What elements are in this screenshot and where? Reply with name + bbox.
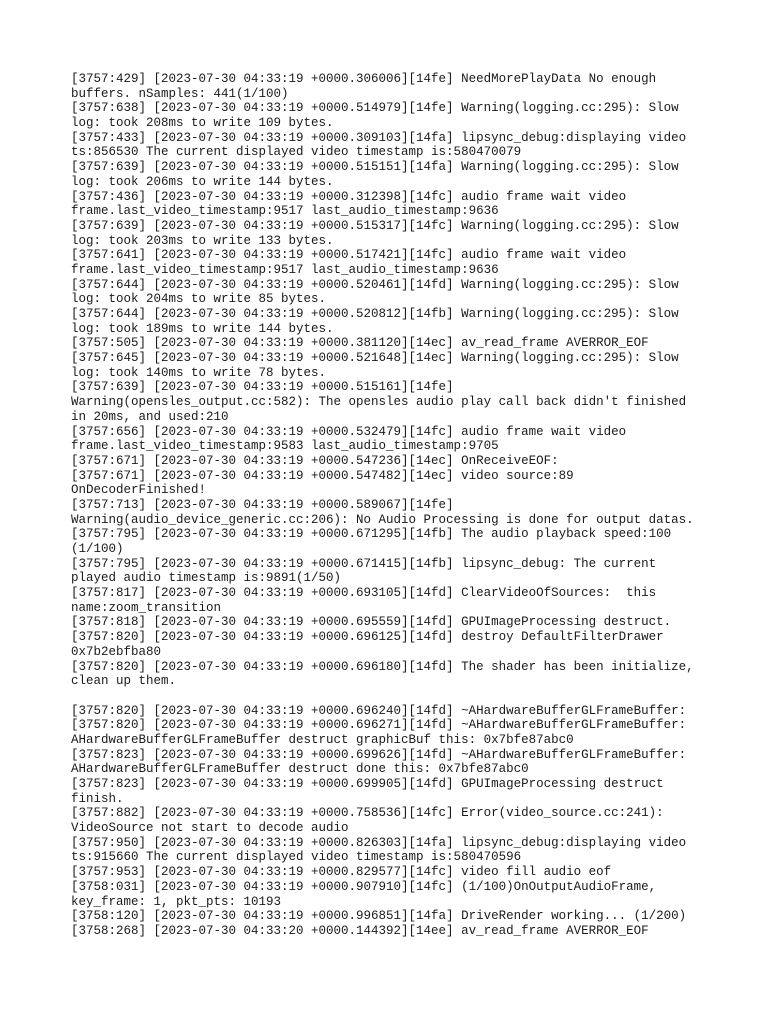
log-line: [3758:120] [2023-07-30 04:33:19 +0000.996851][14fa] DriveRender working... (1/200) [71, 909, 687, 924]
log-line: 0x7b2ebfba80 [71, 644, 162, 659]
log-line: log: took 204ms to write 85 bytes. [71, 292, 327, 307]
log-line: (1/100) [71, 542, 124, 556]
log-line: OnDecoderFinished! [71, 483, 207, 498]
log-line: [3757:644] [2023-07-30 04:33:19 +0000.520812][14fb] Warning(logging.cc:295): Slow [71, 307, 679, 321]
log-line: frame.last_video_timestamp:9583 last_audio_timestamp:9705 [71, 439, 499, 454]
log-line [71, 689, 711, 704]
log-line: [3757:645] [2023-07-30 04:33:19 +0000.521648][14ec] Warning(logging.cc:295): Slow [71, 351, 679, 366]
log-line: ts:915660 The current displayed video timestamp is:580470596 [71, 850, 522, 865]
log-line: [3757:433] [2023-07-30 04:33:19 +0000.309103][14fa] lipsync_debug:displaying video [71, 130, 687, 145]
log-line: [3757:820] [2023-07-30 04:33:19 +0000.696180][14fd] The shader has been initialize, [71, 659, 694, 674]
log-line: [3757:639] [2023-07-30 04:33:19 +0000.515161][14fe] [71, 380, 454, 395]
log-line: frame.last_video_timestamp:9517 last_audio_timestamp:9636 [71, 204, 499, 219]
log-line: [3757:817] [2023-07-30 04:33:19 +0000.693105][14fd] ClearVideoOfSources: this [71, 586, 657, 601]
log-line: Warning(audio_device_generic.cc:206): No Audio Processing is done for output datas. [71, 512, 694, 527]
log-line: [3757:823] [2023-07-30 04:33:19 +0000.699905][14fd] GPUImageProcessing destruct [71, 777, 664, 791]
log-line: [3757:671] [2023-07-30 04:33:19 +0000.547482][14ec] video source:89 [71, 468, 574, 483]
log-line: AHardwareBufferGLFrameBuffer destruct done this: 0x7bfe87abc0 [71, 762, 529, 777]
log-line: [3757:656] [2023-07-30 04:33:19 +0000.532479][14fc] audio frame wait video [71, 424, 627, 439]
log-line: clean up them. [71, 674, 177, 689]
log-line: key_frame: 1, pkt_pts: 10193 [71, 894, 282, 909]
log-line: [3757:436] [2023-07-30 04:33:19 +0000.312398][14fc] audio frame wait video [71, 189, 627, 204]
log-line: in 20ms, and used:210 [71, 409, 229, 424]
log-line: [3757:671] [2023-07-30 04:33:19 +0000.547236][14ec] OnReceiveEOF: [71, 453, 559, 468]
log-text-block [71, 72, 711, 939]
log-line: [3757:639] [2023-07-30 04:33:19 +0000.515151][14fa] Warning(logging.cc:295): Slow [71, 160, 679, 175]
log-line: [3758:031] [2023-07-30 04:33:19 +0000.907910][14fc] (1/100)OnOutputAudioFrame, [71, 879, 657, 894]
log-line: frame.last_video_timestamp:9517 last_audio_timestamp:9636 [71, 262, 499, 277]
log-line: [3757:713] [2023-07-30 04:33:19 +0000.589067][14fe] [71, 497, 454, 512]
log-line: log: took 189ms to write 144 bytes. [71, 321, 334, 336]
log-line: [3757:638] [2023-07-30 04:33:19 +0000.514979][14fe] Warning(logging.cc:295): Slow [71, 101, 679, 116]
log-line: [3757:641] [2023-07-30 04:33:19 +0000.517421][14fc] audio frame wait video [71, 248, 627, 263]
log-line: VideoSource not start to decode audio [71, 821, 349, 836]
log-line: [3757:820] [2023-07-30 04:33:19 +0000.696125][14fd] destroy DefaultFilterDrawer [71, 630, 664, 645]
log-line: log: took 208ms to write 109 bytes. [71, 116, 334, 131]
log-line: [3757:953] [2023-07-30 04:33:19 +0000.829577][14fc] video fill audio eof [71, 865, 612, 880]
log-line: [3757:795] [2023-07-30 04:33:19 +0000.671295][14fb] The audio playback speed:100 [71, 527, 672, 542]
log-line: played audio timestamp is:9891(1/50) [71, 571, 342, 586]
log-line: [3757:429] [2023-07-30 04:33:19 +0000.306006][14fe] NeedMorePlayData No enough [71, 72, 657, 86]
log-line: buffers. nSamples: 441(1/100) [71, 86, 289, 101]
log-line: log: took 206ms to write 144 bytes. [71, 174, 334, 189]
log-line: name:zoom_transition [71, 600, 222, 615]
log-line: AHardwareBufferGLFrameBuffer destruct graphicBuf this: 0x7bfe87abc0 [71, 732, 574, 747]
log-line: [3757:882] [2023-07-30 04:33:19 +0000.758536][14fc] Error(video_source.cc:241): [71, 806, 664, 821]
log-line: finish. [71, 791, 124, 806]
log-line: [3757:820] [2023-07-30 04:33:19 +0000.696271][14fd] ~AHardwareBufferGLFrameBuffer: [71, 718, 687, 733]
log-line: Warning(opensles_output.cc:582): The opensles audio play call back didn't finished [71, 395, 687, 410]
log-line: ts:856530 The current displayed video timestamp is:580470079 [71, 145, 522, 160]
log-line: [3758:268] [2023-07-30 04:33:20 +0000.144392][14ee] av_read_frame AVERROR_EOF [71, 923, 649, 938]
log-line: log: took 140ms to write 78 bytes. [71, 365, 327, 380]
log-line: [3757:644] [2023-07-30 04:33:19 +0000.520461][14fd] Warning(logging.cc:295): Slow [71, 277, 679, 292]
log-line: [3757:820] [2023-07-30 04:33:19 +0000.696240][14fd] ~AHardwareBufferGLFrameBuffer: [71, 703, 687, 718]
log-line: [3757:950] [2023-07-30 04:33:19 +0000.826303][14fa] lipsync_debug:displaying video [71, 835, 687, 850]
log-line: log: took 203ms to write 133 bytes. [71, 233, 334, 248]
log-line: [3757:795] [2023-07-30 04:33:19 +0000.671415][14fb] lipsync_debug: The current [71, 556, 657, 571]
log-line: [3757:505] [2023-07-30 04:33:19 +0000.381120][14ec] av_read_frame AVERROR_EOF [71, 336, 649, 351]
log-line: [3757:823] [2023-07-30 04:33:19 +0000.699626][14fd] ~AHardwareBufferGLFrameBuffer: [71, 747, 687, 762]
log-line: [3757:639] [2023-07-30 04:33:19 +0000.515317][14fc] Warning(logging.cc:295): Slow [71, 218, 679, 233]
log-line: [3757:818] [2023-07-30 04:33:19 +0000.695559][14fd] GPUImageProcessing destruct. [71, 615, 672, 630]
